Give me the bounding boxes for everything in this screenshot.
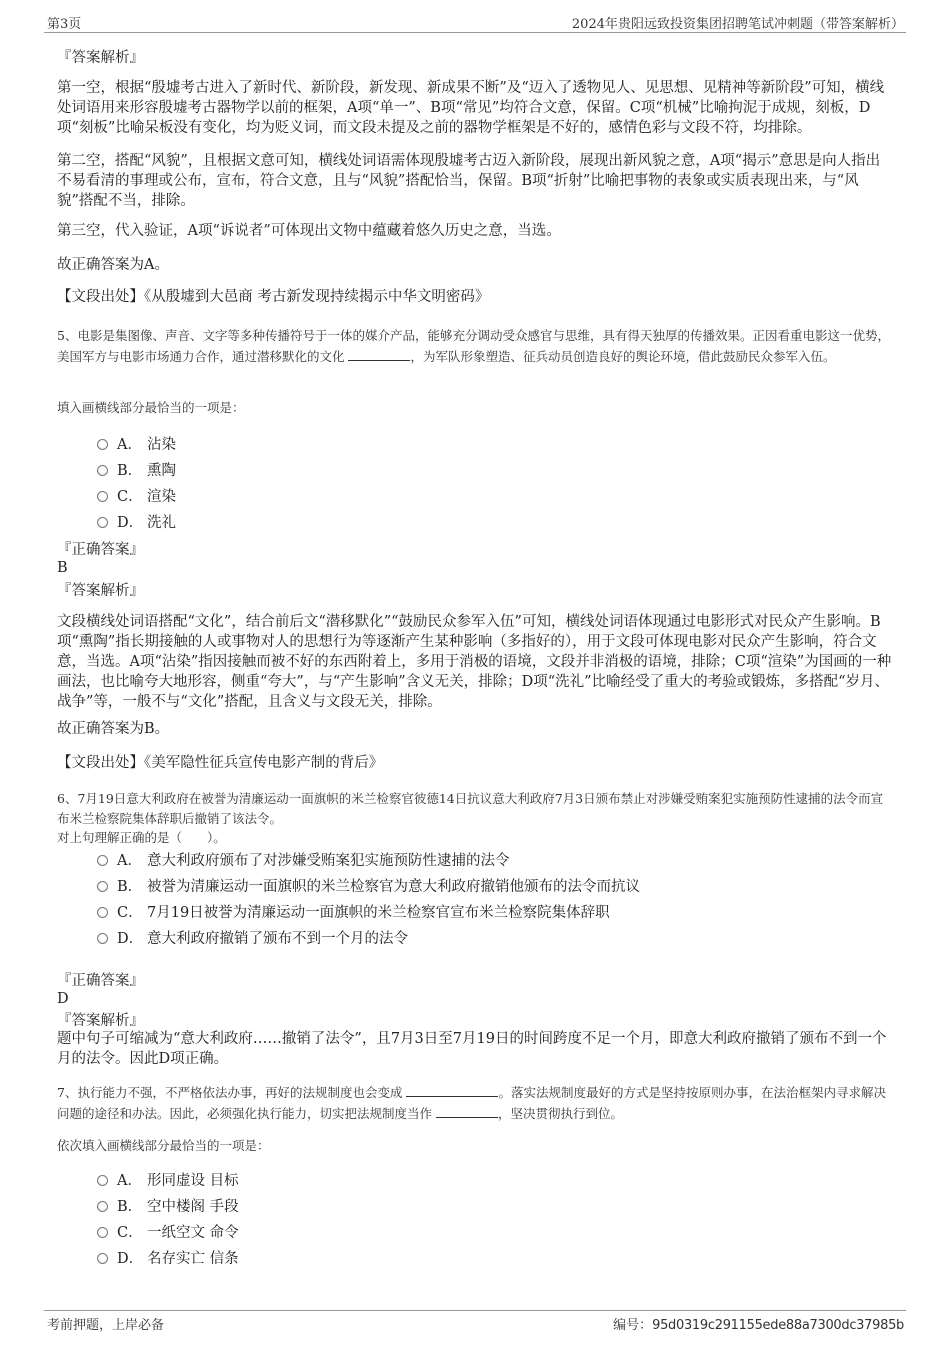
q5-option-c[interactable]: C． 渲染 xyxy=(97,486,176,508)
radio-icon[interactable] xyxy=(97,465,108,476)
radio-icon[interactable] xyxy=(97,491,108,502)
q6-option-c[interactable]: C． 7月19日被誉为清廉运动一面旗帜的米兰检察官宣布米兰检察院集体辞职 xyxy=(97,902,610,924)
footer-slogan: 考前押题，上岸必备 xyxy=(47,1318,165,1333)
q5-stem-part-1: 5、电影是集图像、声音、文字等多种传播符号于一体的媒介产品，能够充分调动受众感官与思维，具有得天独厚的传播效果。正因看重电影这一优势，美国军方与电影市场通力合作，通过潜移默化的文化 xyxy=(57,328,890,364)
radio-icon[interactable] xyxy=(97,881,108,892)
page-number: 第3页 xyxy=(47,17,82,32)
q6-option-a[interactable]: A． 意大利政府颁布了对涉嫌受贿案犯实施预防性逮捕的法令 xyxy=(97,850,510,872)
q5-blank xyxy=(348,346,410,361)
q7-prompt: 依次填入画横线部分最恰当的一项是： xyxy=(57,1138,270,1153)
radio-icon[interactable] xyxy=(97,517,108,528)
header-divider xyxy=(44,32,906,33)
q6-analysis: 题中句子可缩减为“意大利政府……撤销了法令”，且7月3日至7月19日的时间跨度不足一个月，即意大利政府撤销了颁布不到一个月的法令。因此D项正确。 xyxy=(57,1031,887,1067)
footer-divider xyxy=(44,1310,906,1311)
q5-analysis: 文段横线处词语搭配“文化”，结合前后文“潜移默化”“鼓励民众参军入伍”可知，横线处词语体现通过电影形式对民众产生影响。B项“熏陶”指长期接触的人或事物对人的思想行为等逐渐产生某种影响（多指好的），用于文段可体现电影对民众产生影响，符合文意，当选。A项“沾染”指因接触而被不好的东西附着上，多用于消极的语境，文段并非消极的语境，排除；C项“渲染”为国画的一种画法，也比喻夸大地形容，侧重“夸大”，与“产生影响”含义无关，排除；D项“洗礼”比喻经受了重大的考验或锻炼，多搭配“岁月、战争”等，一般不与“文化”搭配，且含义与文段无关，排除。 xyxy=(57,614,892,710)
q6-option-b[interactable]: B． 被誉为清廉运动一面旗帜的米兰检察官为意大利政府撤销他颁布的法令而抗议 xyxy=(97,876,640,898)
radio-icon[interactable] xyxy=(97,933,108,944)
q7-stem-part-3: ，坚决贯彻执行到位。 xyxy=(497,1106,623,1121)
q6-prompt: 对上句理解正确的是（ ）。 xyxy=(57,830,226,845)
radio-icon[interactable] xyxy=(97,855,108,866)
q5-option-d[interactable]: D． 洗礼 xyxy=(97,512,176,534)
radio-icon[interactable] xyxy=(97,1201,108,1212)
q4-analysis-heading: 『答案解析』 xyxy=(57,50,144,66)
q4-analysis-para-2: 第二空，搭配“风貌”，且根据文意可知，横线处词语需体现殷墟考古迈入新阶段，展现出新风貌之意，A项“揭示”意思是向人指出不易看清的事理或公布，宣布，符合文意，且与“风貌”搭配恰当，保留。B项“折射”比喻把事物的表象或实质表现出来，与“风貌”搭配不当，排除。 xyxy=(57,153,881,209)
q6-answer-heading: 『正确答案』 xyxy=(57,973,144,989)
radio-icon[interactable] xyxy=(97,1227,108,1238)
q6-analysis-heading: 『答案解析』 xyxy=(57,1013,144,1029)
radio-icon[interactable] xyxy=(97,907,108,918)
q5-prompt: 填入画横线部分最恰当的一项是： xyxy=(57,400,245,415)
q4-source: 【文段出处】《从殷墟到大邑商 考古新发现持续揭示中华文明密码》 xyxy=(57,289,490,305)
q7-stem-part-2: 。落实法规制度最好的方式是坚持按原则办事，在法治框架内寻求解决问题的途径和办法。因此，必须强化执行能力，切实把法规制度当作 xyxy=(57,1085,886,1121)
q5-analysis-heading: 『答案解析』 xyxy=(57,583,144,599)
q7-stem-part-1: 7、执行能力不强，不严格依法办事，再好的法规制度也会变成 xyxy=(57,1085,407,1100)
q4-analysis-para-1: 第一空，根据“殷墟考古进入了新时代、新阶段，新发现、新成果不断”及“迈入了透物见人、见思想、见精神等新阶段”可知，横线处词语用来形容殷墟考古器物学以前的框架，A项“单一”、B项“常见”均符合文意，保留。C项“机械”比喻拘泥于成规，刻板，D项“刻板”比喻呆板没有变化，均为贬义词，而文段未提及之前的器物学框架是不好的，感情色彩与文段不符，均排除。 xyxy=(57,80,885,136)
q7-option-b[interactable]: B． 空中楼阁 手段 xyxy=(97,1196,239,1218)
page-footer xyxy=(0,1310,950,1340)
document-code xyxy=(613,1314,904,1333)
q4-conclusion: 故正确答案为A。 xyxy=(57,257,169,273)
q7-stem xyxy=(57,1082,892,1124)
q7-option-c[interactable]: C． 一纸空文 命令 xyxy=(97,1222,239,1244)
q6-answer: D xyxy=(57,991,69,1007)
q5-source: 【文段出处】《美军隐性征兵宣传电影产制的背后》 xyxy=(57,755,384,771)
q7-option-d[interactable]: D． 名存实亡 信条 xyxy=(97,1248,239,1270)
q7-option-a[interactable]: A． 形同虚设 目标 xyxy=(97,1170,239,1192)
page-header xyxy=(0,0,950,34)
q6-stem: 6、7月19日意大利政府在被誉为清廉运动一面旗帜的米兰检察官彼德14日抗议意大利政府7月3日颁布禁止对涉嫌受贿案犯实施预防性逮捕的法令而宣布米兰检察院集体辞职后撤销了该法令。 xyxy=(57,791,884,826)
q7-blank-2 xyxy=(436,1103,498,1118)
q7-blank-1 xyxy=(406,1082,498,1097)
q5-stem xyxy=(57,326,892,367)
radio-icon[interactable] xyxy=(97,439,108,450)
q5-option-b[interactable]: B． 熏陶 xyxy=(97,460,176,482)
q5-stem-part-2: ，为军队形象塑造、征兵动员创造良好的舆论环境，借此鼓励民众参军入伍。 xyxy=(410,349,836,364)
radio-icon[interactable] xyxy=(97,1175,108,1186)
document-title: 2024年贵阳远致投资集团招聘笔试冲刺题（带答案解析） xyxy=(571,17,904,32)
q5-option-a[interactable]: A． 沾染 xyxy=(97,434,176,456)
q5-answer: B xyxy=(57,560,68,576)
code-label: 编号： xyxy=(613,1318,653,1333)
q5-conclusion: 故正确答案为B。 xyxy=(57,721,170,737)
q4-analysis-para-3: 第三空，代入验证，A项“诉说者”可体现出文物中蕴藏着悠久历史之意，当选。 xyxy=(57,223,561,239)
code-value: 95d0319c291155ede88a7300dc37985b xyxy=(652,1318,904,1333)
q5-answer-heading: 『正确答案』 xyxy=(57,542,144,558)
q6-option-d[interactable]: D． 意大利政府撤销了颁布不到一个月的法令 xyxy=(97,928,408,950)
radio-icon[interactable] xyxy=(97,1253,108,1264)
